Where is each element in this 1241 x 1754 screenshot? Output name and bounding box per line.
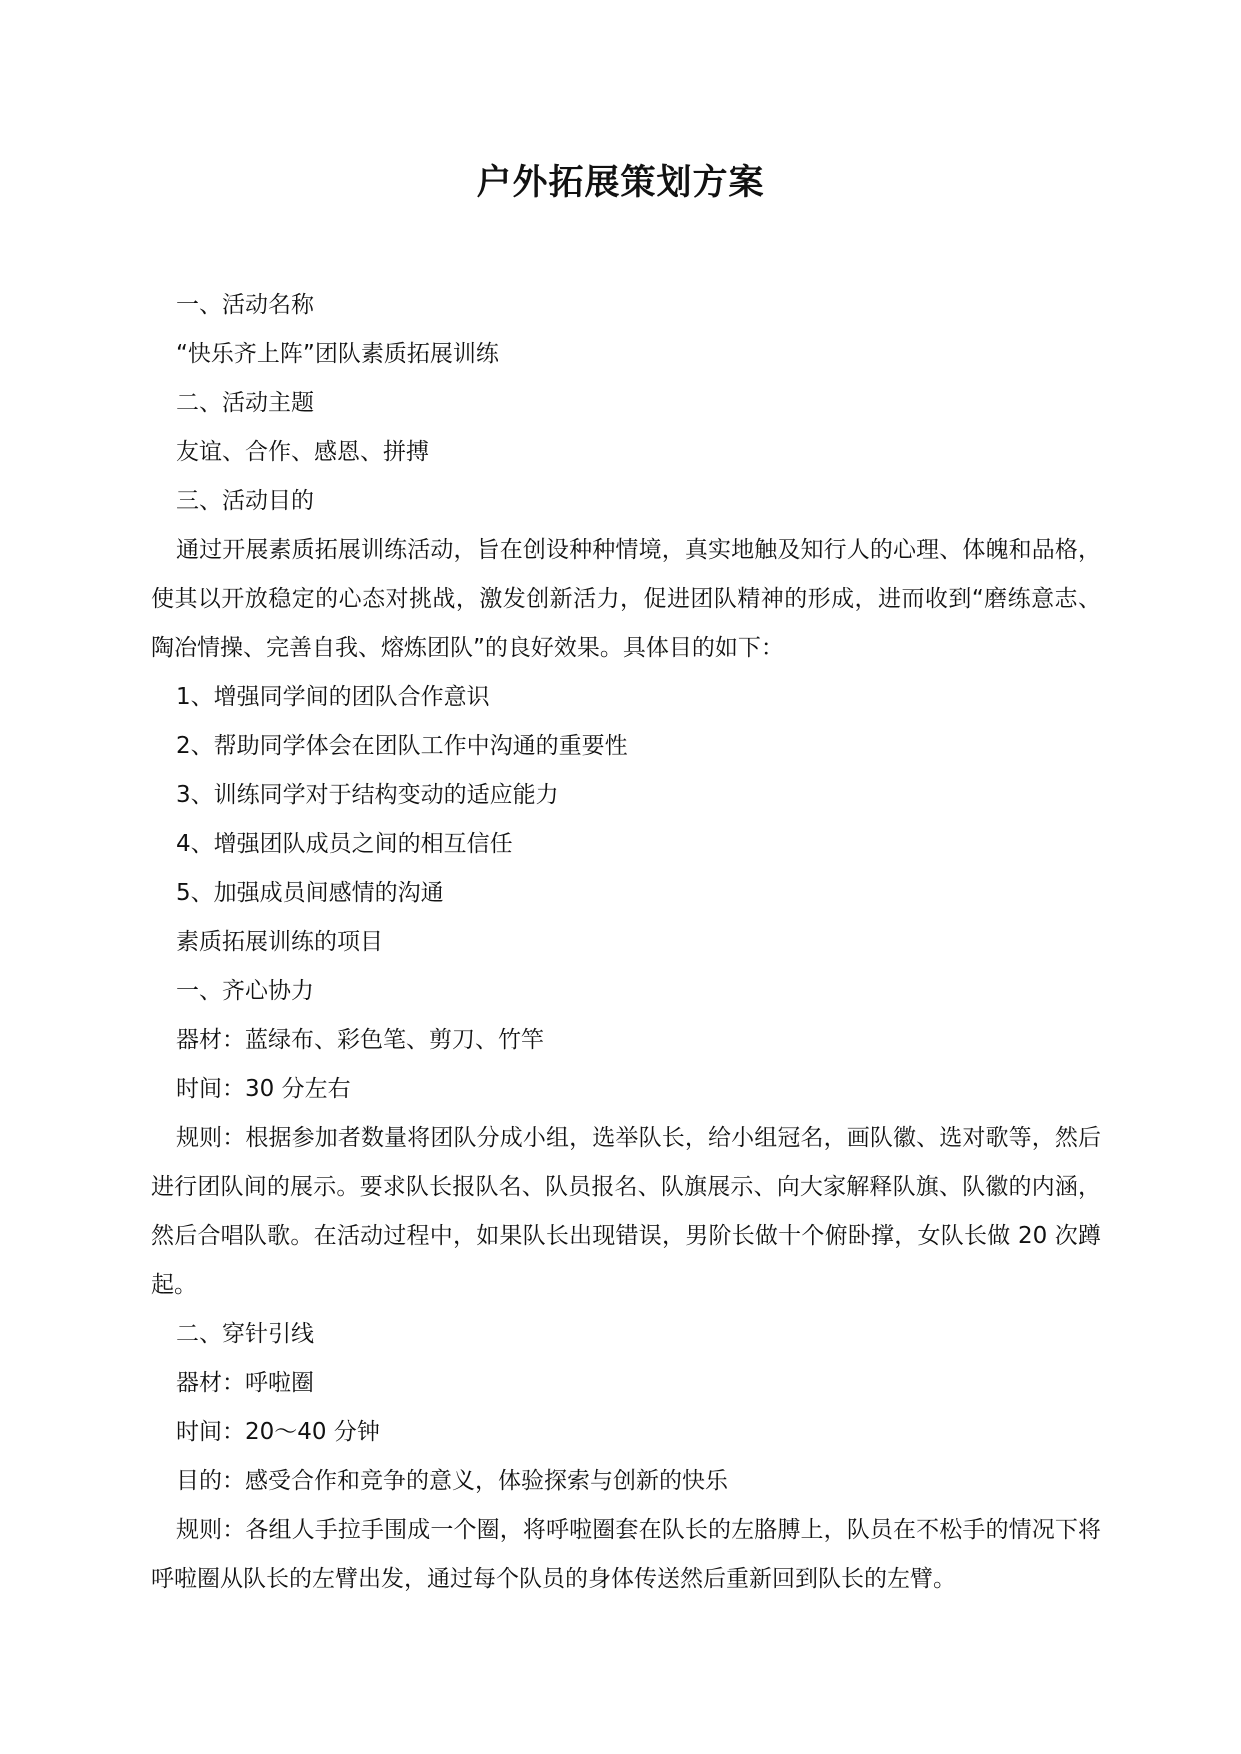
- purpose-item-3: 3、训练同学对于结构变动的适应能力: [176, 782, 559, 808]
- project-1-time: 时间：30 分左右: [176, 1076, 351, 1102]
- document-title: 户外拓展策划方案: [476, 163, 765, 203]
- activity-name-text: “快乐齐上阵”团队素质拓展训练: [176, 341, 499, 367]
- purpose-item-2: 2、帮助同学体会在团队工作中沟通的重要性: [176, 733, 628, 759]
- purpose-item-5: 5、加强成员间感情的沟通: [176, 880, 444, 906]
- project-1-equipment: 器材：蓝绿布、彩色笔、剪刀、竹竿: [176, 1027, 544, 1053]
- project-2-purpose: 目的：感受合作和竞争的意义，体验探索与创新的快乐: [176, 1468, 728, 1494]
- heading-activity-theme: 二、活动主题: [176, 390, 314, 416]
- project-1-title: 一、齐心协力: [176, 978, 314, 1004]
- project-2-equipment: 器材：呼啦圈: [176, 1370, 314, 1396]
- heading-training-projects: 素质拓展训练的项目: [176, 929, 383, 955]
- project-2-title: 二、穿针引线: [176, 1321, 314, 1347]
- document-body: [151, 281, 1101, 1604]
- heading-activity-purpose: 三、活动目的: [176, 488, 314, 514]
- purpose-item-4: 4、增强团队成员之间的相互信任: [176, 831, 513, 857]
- activity-theme-text: 友谊、合作、感恩、拼搏: [176, 439, 429, 465]
- purpose-paragraph: 通过开展素质拓展训练活动，旨在创设种种情境，真实地触及知行人的心理、体魄和品格，使其以开放稳定的心态对挑战，激发创新活力，促进团队精神的形成，进而收到“磨练意志、陶冶情操、完善自我、熔炼团队”的良好效果。具体目的如下：: [151, 537, 1101, 661]
- heading-activity-name: 一、活动名称: [176, 292, 314, 318]
- project-2-time: 时间：20～40 分钟: [176, 1419, 380, 1445]
- project-1-rules: 规则：根据参加者数量将团队分成小组，选举队长，给小组冠名，画队徽、选对歌等，然后进行团队间的展示。要求队长报队名、队员报名、队旗展示、向大家解释队旗、队徽的内涵，然后合唱队歌。在活动过程中，如果队长出现错误，男阶长做十个俯卧撑，女队长做 20 次蹲起。: [151, 1125, 1101, 1298]
- purpose-item-1: 1、增强同学间的团队合作意识: [176, 684, 490, 710]
- project-2-rules: 规则：各组人手拉手围成一个圈，将呼啦圈套在队长的左胳膊上，队员在不松手的情况下将呼啦圈从队长的左臂出发，通过每个队员的身体传送然后重新回到队长的左臂。: [151, 1517, 1101, 1592]
